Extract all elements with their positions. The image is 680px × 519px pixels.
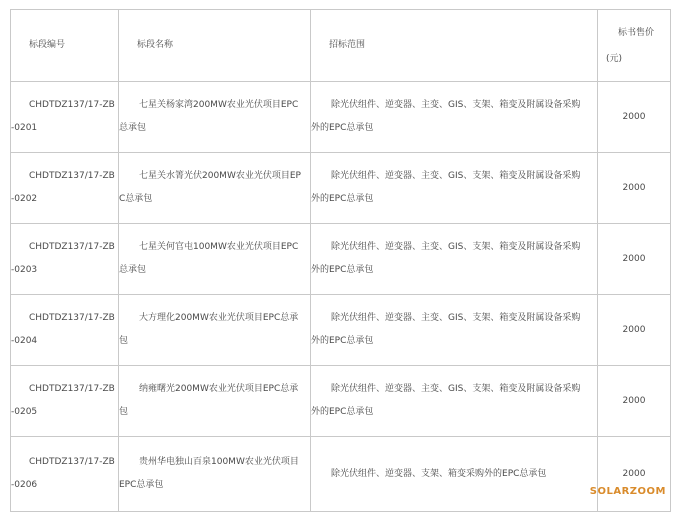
- code-line2: -0204: [11, 336, 38, 346]
- cell-code: [11, 153, 119, 224]
- cell-scope: [311, 224, 598, 295]
- cell-name: [119, 295, 311, 366]
- cell-price: 2000: [598, 295, 671, 366]
- code-line2: -0203: [11, 265, 38, 275]
- scope-line2: 外的EPC总承包: [311, 265, 374, 275]
- cell-price: 2000: [598, 153, 671, 224]
- scope-line1: 除光伏组件、逆变器、主变、GIS、支架、箱变及附属设备采购: [331, 313, 581, 323]
- cell-price: 2000: [598, 224, 671, 295]
- code-line2: -0201: [11, 123, 38, 133]
- name-line2: C总承包: [119, 194, 153, 204]
- scope-line1: 除光伏组件、逆变器、主变、GIS、支架、箱变及附属设备采购: [331, 171, 581, 181]
- watermark-logo: SOLARZOOM: [589, 486, 666, 497]
- code-line2: -0205: [11, 407, 38, 417]
- scope-line1: 除光伏组件、逆变器、支架、箱变采购外的EPC总承包: [331, 468, 547, 479]
- name-line2: EPC总承包: [119, 480, 164, 490]
- code-line1: CHDTDZ137/17-ZB: [29, 457, 115, 467]
- header-price: [598, 10, 671, 82]
- cell-scope: [311, 366, 598, 437]
- cell-code: [11, 82, 119, 153]
- code-line1: CHDTDZ137/17-ZB: [29, 313, 115, 323]
- name-line2: 包: [119, 336, 129, 346]
- table-row: [11, 295, 671, 366]
- name-line2: 包: [119, 407, 129, 417]
- name-line1: 纳雍曙光200MW农业光伏项目EPC总承: [139, 384, 299, 394]
- cell-code: [11, 224, 119, 295]
- code-line1: CHDTDZ137/17-ZB: [29, 171, 115, 181]
- scope-line1: 除光伏组件、逆变器、主变、GIS、支架、箱变及附属设备采购: [331, 242, 581, 252]
- header-name: 标段名称: [119, 10, 311, 82]
- scope-line1: 除光伏组件、逆变器、主变、GIS、支架、箱变及附属设备采购: [331, 384, 581, 394]
- name-line1: 七星关何官屯100MW农业光伏项目EPC: [139, 242, 299, 252]
- header-price-line2: (元): [606, 53, 623, 64]
- table-row: [11, 82, 671, 153]
- cell-code: [11, 437, 119, 512]
- scope-line2: 外的EPC总承包: [311, 123, 374, 133]
- cell-name: [119, 153, 311, 224]
- code-line2: -0202: [11, 194, 38, 204]
- cell-scope: [311, 295, 598, 366]
- code-line1: CHDTDZ137/17-ZB: [29, 100, 115, 110]
- name-line2: 总承包: [119, 123, 147, 133]
- cell-price: 2000: [598, 82, 671, 153]
- cell-scope: [311, 437, 598, 512]
- scope-line1: 除光伏组件、逆变器、主变、GIS、支架、箱变及附属设备采购: [331, 100, 581, 110]
- cell-code: [11, 295, 119, 366]
- cell-name: [119, 437, 311, 512]
- header-scope: 招标范围: [311, 10, 598, 82]
- table-row: [11, 366, 671, 437]
- table-row: [11, 437, 671, 512]
- scope-line2: 外的EPC总承包: [311, 336, 374, 346]
- cell-name: [119, 82, 311, 153]
- cell-name: [119, 224, 311, 295]
- name-line1: 七星关水箐光伏200MW农业光伏项目EP: [139, 171, 301, 181]
- cell-name: [119, 366, 311, 437]
- name-line2: 总承包: [119, 265, 147, 275]
- code-line1: CHDTDZ137/17-ZB: [29, 242, 115, 252]
- header-price-line1: 标书售价: [618, 27, 655, 38]
- name-line1: 七星关杨家湾200MW农业光伏项目EPC: [139, 100, 299, 110]
- cell-price: 2000: [598, 366, 671, 437]
- table-header-row: [11, 10, 671, 82]
- table-row: [11, 224, 671, 295]
- bid-sections-table: [10, 9, 671, 512]
- header-code: 标段编号: [11, 10, 119, 82]
- name-line1: 贵州华电独山百泉100MW农业光伏项目: [139, 457, 299, 467]
- scope-line2: 外的EPC总承包: [311, 194, 374, 204]
- cell-scope: [311, 82, 598, 153]
- cell-scope: [311, 153, 598, 224]
- cell-price: 2000: [598, 437, 671, 512]
- code-line2: -0206: [11, 480, 38, 490]
- code-line1: CHDTDZ137/17-ZB: [29, 384, 115, 394]
- cell-code: [11, 366, 119, 437]
- table-row: [11, 153, 671, 224]
- scope-line2: 外的EPC总承包: [311, 407, 374, 417]
- name-line1: 大方理化200MW农业光伏项目EPC总承: [139, 313, 299, 323]
